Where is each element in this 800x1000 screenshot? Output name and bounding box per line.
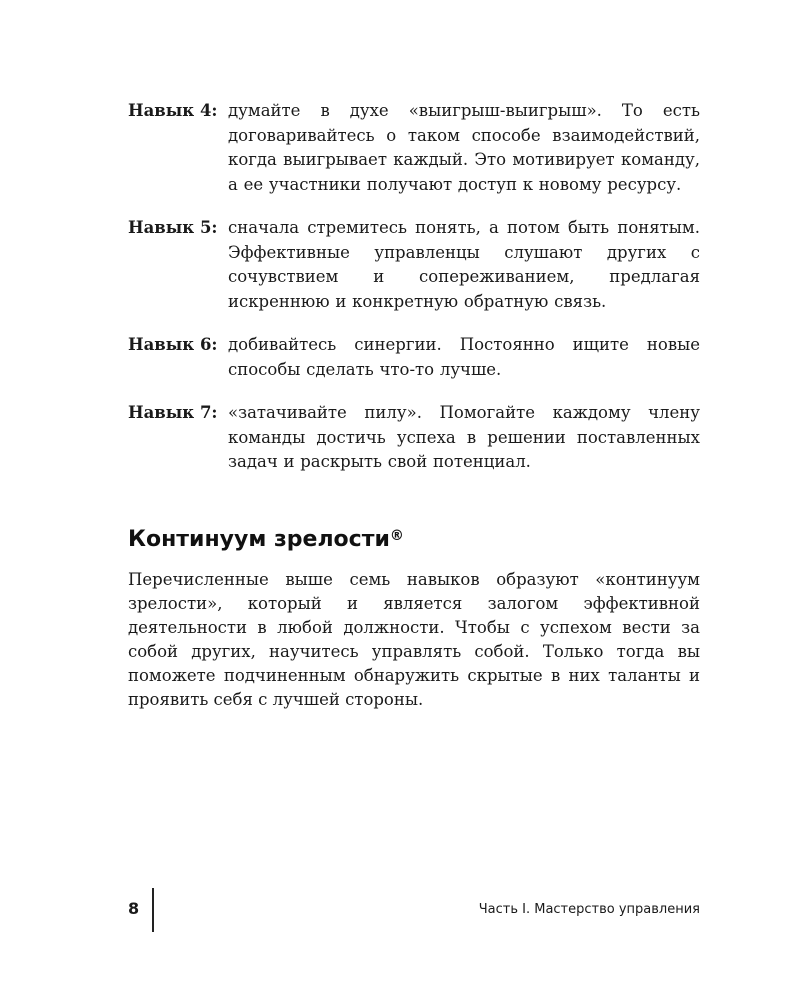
skill-item (128, 99, 700, 197)
page-number: 8 (128, 899, 140, 918)
skill-item (128, 216, 700, 314)
skill-label: Навык 7: (128, 403, 218, 422)
skill-text: думайте в духе «выигрыш-выигрыш». То есть договаривайтесь о таком способе взаимодействий, когда выигрывает каждый. Это мотивирует команду, а ее участники получают доступ к новому ресурсу. (228, 101, 700, 194)
skill-label: Навык 5: (128, 218, 218, 237)
skill-label: Навык 6: (128, 335, 218, 354)
skill-item (128, 401, 700, 475)
section-paragraph: Перечисленные выше семь навыков образуют «континуум зрелости», который и является залогом эффективной деятельности в любой должности. Чтобы с успехом вести за собой других, научитесь управлять собой. Только тогда вы поможете подчиненным обнаружить скрытые в них таланты и проявить себя с лучшей стороны. (128, 570, 700, 709)
registered-trademark-mark: ® (389, 528, 404, 544)
running-head: Часть I. Мастерство управления (478, 902, 700, 917)
skills-list (128, 99, 700, 494)
skill-label: Навык 4: (128, 101, 218, 120)
page-footer (0, 888, 800, 934)
section-heading (128, 521, 700, 555)
section-heading-text: Континуум зрелости (128, 527, 390, 552)
skill-text: «затачивайте пилу». Помогайте каждому члену команды достичь успеха в решении поставленных задач и раскрыть свой потенциал. (228, 403, 700, 471)
footer-divider (152, 888, 154, 932)
skill-item (128, 333, 700, 382)
skill-text: добивайтесь синергии. Постоянно ищите новые способы сделать что-то лучше. (228, 335, 700, 379)
skill-text: сначала стремитесь понять, а потом быть понятым. Эффективные управленцы слушают других с сочувствием и сопереживанием, предлагая искреннюю и конкретную обратную связь. (228, 218, 700, 311)
